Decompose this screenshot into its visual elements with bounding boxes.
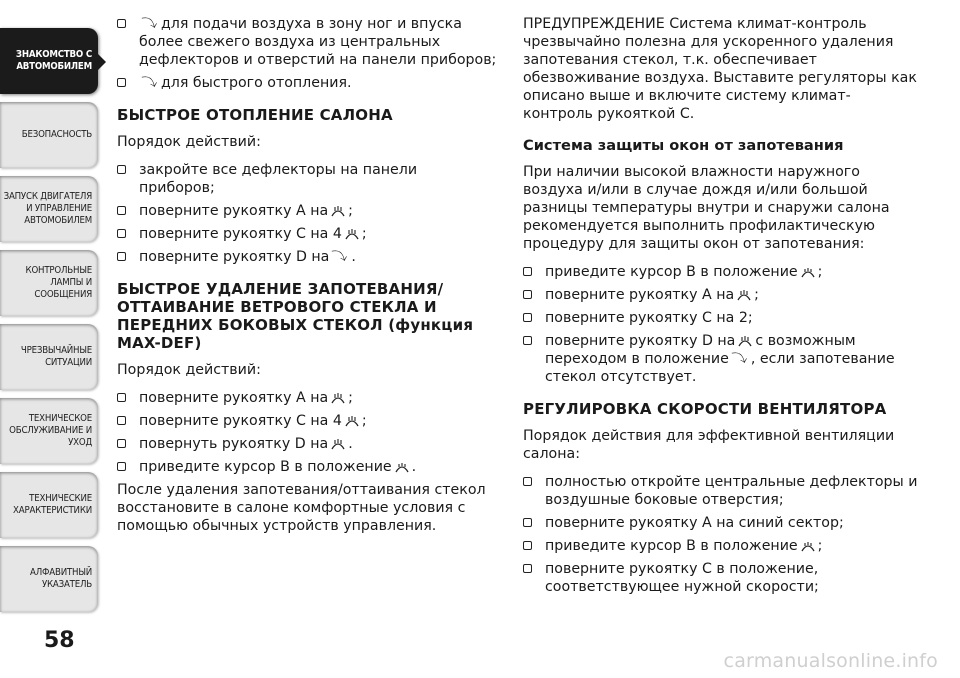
- section-heading-anti-fog: Система защиты окон от запотевания: [523, 137, 844, 154]
- bullet-box-icon: [117, 416, 126, 425]
- foot-airflow-icon: ⤵: [730, 349, 749, 369]
- bullet-box-icon: [117, 393, 126, 402]
- list-item: поверните рукоятку C на 2;: [523, 309, 918, 327]
- tab-introduction[interactable]: ЗНАКОМСТВО С АВТОМОБИЛЕМ: [0, 28, 98, 94]
- list-item: поверните рукоятку A на ;: [117, 202, 497, 220]
- bullet-box-icon: [117, 78, 126, 87]
- paragraph: Порядок действия для эффективной вентиляции салона:: [523, 428, 895, 462]
- heat-max-icon: [330, 392, 346, 404]
- list-item: поверните рукоятку D на ⤵ .: [117, 248, 497, 266]
- paragraph: После удаления запотевания/оттаивания стекол восстановите в салоне комфортные условия с помощью обычных устройств управления.: [117, 482, 486, 534]
- heat-max-icon: [344, 228, 360, 240]
- section-heading-fan-speed: РЕГУЛИРОВКА СКОРОСТИ ВЕНТИЛЯТОРА: [523, 400, 887, 418]
- paragraph: При наличии высокой влажности наружного воздуха и/или в случае дождя и/или большой разницы температуры внутри и снаружи салона рекомендуется выполнить профилактическую процедуру для защиты окон от запотевания:: [523, 164, 890, 252]
- bullet-box-icon: [523, 313, 532, 322]
- heat-max-icon: [344, 415, 360, 427]
- list-item: ⤵ для быстрого отопления.: [117, 74, 497, 92]
- tab-maintenance[interactable]: ТЕХНИЧЕСКОЕ ОБСЛУЖИВАНИЕ И УХОД: [0, 398, 98, 464]
- section-heading-fast-heating: БЫСТРОЕ ОТОПЛЕНИЕ САЛОНА: [117, 106, 393, 124]
- foot-airflow-icon: ⤵: [331, 247, 350, 267]
- bullet-box-icon: [523, 336, 532, 345]
- foot-airflow-icon: ⤵: [141, 14, 159, 34]
- list-item: поверните рукоятку C на 4 ;: [117, 225, 497, 243]
- left-column: [117, 15, 497, 545]
- bullet-box-icon: [523, 290, 532, 299]
- watermark: carmanualsonline.info: [723, 650, 938, 672]
- right-column: [523, 15, 918, 601]
- list-item: приведите курсор B в положение .: [117, 458, 497, 476]
- foot-airflow-icon: ⤵: [141, 73, 159, 93]
- bullet-box-icon: [117, 462, 126, 471]
- chapter-sidebar: [0, 28, 100, 620]
- tab-starting-driving[interactable]: ЗАПУСК ДВИГАТЕЛЯ И УПРАВЛЕНИЕ АВТОМОБИЛЕМ: [0, 176, 98, 242]
- tab-index[interactable]: АЛФАВИТНЫЙ УКАЗАТЕЛЬ: [0, 546, 98, 612]
- heat-max-icon: [330, 205, 346, 217]
- windshield-defrost-icon: [737, 335, 753, 347]
- paragraph: Порядок действий:: [117, 362, 261, 378]
- recirculation-off-icon: [800, 540, 816, 552]
- list-item: поверните рукоятку C на 4 ;: [117, 412, 497, 430]
- list-item: приведите курсор B в положение ;: [523, 263, 918, 281]
- recirculation-off-icon: [800, 266, 816, 278]
- list-item: повернуть рукоятку D на .: [117, 435, 497, 453]
- list-item: закройте все дефлекторы на панели приборов;: [117, 161, 497, 197]
- list-item: поверните рукоятку A на синий сектор;: [523, 514, 918, 532]
- bullet-box-icon: [117, 439, 126, 448]
- tab-emergencies[interactable]: ЧРЕЗВЫЧАЙНЫЕ СИТУАЦИИ: [0, 324, 98, 390]
- paragraph: Порядок действий:: [117, 134, 261, 150]
- tab-warning-lights[interactable]: КОНТРОЛЬНЫЕ ЛАМПЫ И СООБЩЕНИЯ: [0, 250, 98, 316]
- recirculation-off-icon: [394, 461, 410, 473]
- list-item: поверните рукоятку D на с возможным переходом в положение ⤵ , если запотевание стекол отсутствует.: [523, 332, 918, 386]
- tab-specifications[interactable]: ТЕХНИЧЕСКИЕ ХАРАКТЕРИСТИКИ: [0, 472, 98, 538]
- list-item: поверните рукоятку C в положение, соответствующее нужной скорости;: [523, 560, 918, 596]
- bullet-box-icon: [523, 267, 532, 276]
- bullet-box-icon: [117, 19, 126, 28]
- bullet-box-icon: [117, 165, 126, 174]
- bullet-box-icon: [523, 477, 532, 486]
- list-item: поверните рукоятку A на ;: [117, 389, 497, 407]
- bullet-box-icon: [523, 541, 532, 550]
- bullet-box-icon: [523, 564, 532, 573]
- bullet-box-icon: [523, 518, 532, 527]
- section-heading-max-def: БЫСТРОЕ УДАЛЕНИЕ ЗАПОТЕВАНИЯ/ ОТТАИВАНИЕ ВЕТРОВОГО СТЕКЛА И ПЕРЕДНИХ БОКОВЫХ СТЕКОЛ (функция MAX-DEF): [117, 280, 474, 352]
- page-number: 58: [44, 628, 75, 653]
- bullet-box-icon: [117, 252, 126, 261]
- heat-max-icon: [736, 289, 752, 301]
- bullet-box-icon: [117, 206, 126, 215]
- list-item: приведите курсор B в положение ;: [523, 537, 918, 555]
- warning-paragraph: ПРЕДУПРЕЖДЕНИЕ Система климат-контроль чрезвычайно полезна для ускоренного удаления запотевания стекол, т.к. обеспечивает обезвоживание воздуха. Выставите регуляторы как описано выше и включите систему климат-контроль рукояткой C.: [523, 16, 917, 122]
- tab-safety[interactable]: БЕЗОПАСНОСТЬ: [0, 102, 98, 168]
- list-item: ⤵ для подачи воздуха в зону ног и впуска более свежего воздуха из центральных дефлекторов и отверстий на панели приборов;: [117, 15, 497, 69]
- windshield-defrost-icon: [330, 438, 346, 450]
- list-item: поверните рукоятку A на ;: [523, 286, 918, 304]
- bullet-box-icon: [117, 229, 126, 238]
- list-item: полностью откройте центральные дефлекторы и воздушные боковые отверстия;: [523, 473, 918, 509]
